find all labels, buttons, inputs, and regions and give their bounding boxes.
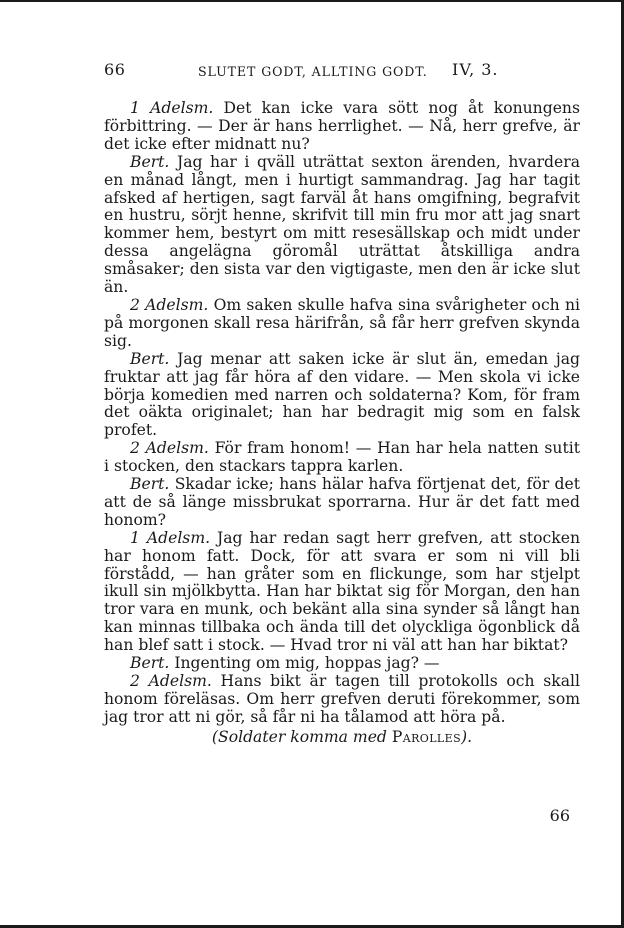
speech: Jag menar att saken icke är slut än, emedan jag fruktar att jag får höra af den vidare. — Men skola vi icke börja komedien med narren och soldaterna? Kom, för fram det oäkta originalet; han har bedragit mig som en falsk profet. xyxy=(104,349,580,440)
paragraph xyxy=(104,297,580,351)
speaker: 1 Adelsm. xyxy=(130,528,211,547)
header-page-number: 66 xyxy=(104,60,126,79)
paragraph xyxy=(104,655,580,673)
header-act-scene: IV, 3. xyxy=(452,60,499,79)
header-title: SLUTET GODT, ALLTING GODT. xyxy=(198,64,428,79)
text-body xyxy=(104,100,580,747)
speech: Jag har redan sagt herr grefven, att stocken har honom fatt. Dock, för att svara er som ni vill bli förstådd, — han gråter som en flickunge, som har stjelpt ikull sin mjölkbytta. Han har biktat sig för Morgan, den han tror vara en munk, och bekänt alla sina synder så långt han kan minnas tillbaka och ända till det olyckliga ögonblick då han blef satt i stock. — Hvad tror ni väl att han har biktat? xyxy=(104,528,580,655)
stage-direction-tail: ). xyxy=(461,727,473,746)
stage-direction-character: Parolles xyxy=(391,727,462,746)
speaker: Bert. xyxy=(130,475,170,494)
speaker: 2 Adelsm. xyxy=(130,295,209,314)
paragraph xyxy=(104,673,580,727)
speech: Jag har i qväll uträttat sexton ärenden, hvardera en månad långt, men i hurtigt sammandrag. Jag har tagit afsked af hertigen, sagt farväl åt hans omgifning, begrafvit en hustru, sörjt henne, skrifvit till min fru mor att jag snart kommer hem, bestyrt om mitt resesällskap och midt under dessa angelägna göromål uträttat åtskilliga andra småsaker; den sista var den vigtigaste, men den är icke slut än. xyxy=(104,152,580,297)
speaker: Bert. xyxy=(130,654,170,673)
paragraph xyxy=(104,351,580,441)
paragraph xyxy=(104,100,580,154)
speech: Ingenting om mig, hoppas jag? — xyxy=(174,654,440,673)
speaker: Bert. xyxy=(130,152,170,171)
speaker: Bert. xyxy=(130,349,170,368)
stage-direction xyxy=(104,729,580,747)
speech: Om saken skulle hafva sina svårigheter och ni på morgonen skall resa härifrån, så får herr grefven skynda sig. xyxy=(104,295,580,350)
paragraph xyxy=(104,154,580,297)
speaker: 2 Adelsm. xyxy=(130,439,209,458)
page-edge-top xyxy=(0,0,624,2)
speaker: 2 Adelsm. xyxy=(130,672,212,690)
speech: Det kan icke vara sött nog åt konungens förbittring. — Der är hans herrlighet. — Nå, herr grefve, är det icke efter midnatt nu? xyxy=(104,99,580,153)
paragraph xyxy=(104,440,580,476)
stage-direction-lead: (Soldater komma med xyxy=(211,727,387,746)
speech: Hans bikt är tagen till protokolls och skall honom föreläsas. Om herr grefven deruti förekommer, som jag tror att ni gör, så får ni ha tålamod att höra på. xyxy=(104,672,580,726)
speaker: 1 Adelsm. xyxy=(130,99,214,117)
footer-page-number: 66 xyxy=(549,806,570,825)
speech: Skadar icke; hans hälar hafva förtjenat det, för det att de så länge missbrukat sporrarna. Hur är det fatt med honom? xyxy=(104,475,580,529)
paragraph xyxy=(104,530,580,655)
paragraph xyxy=(104,476,580,530)
speech: För fram honom! — Han har hela natten sutit i stocken, den stackars tappra karlen. xyxy=(104,439,580,476)
